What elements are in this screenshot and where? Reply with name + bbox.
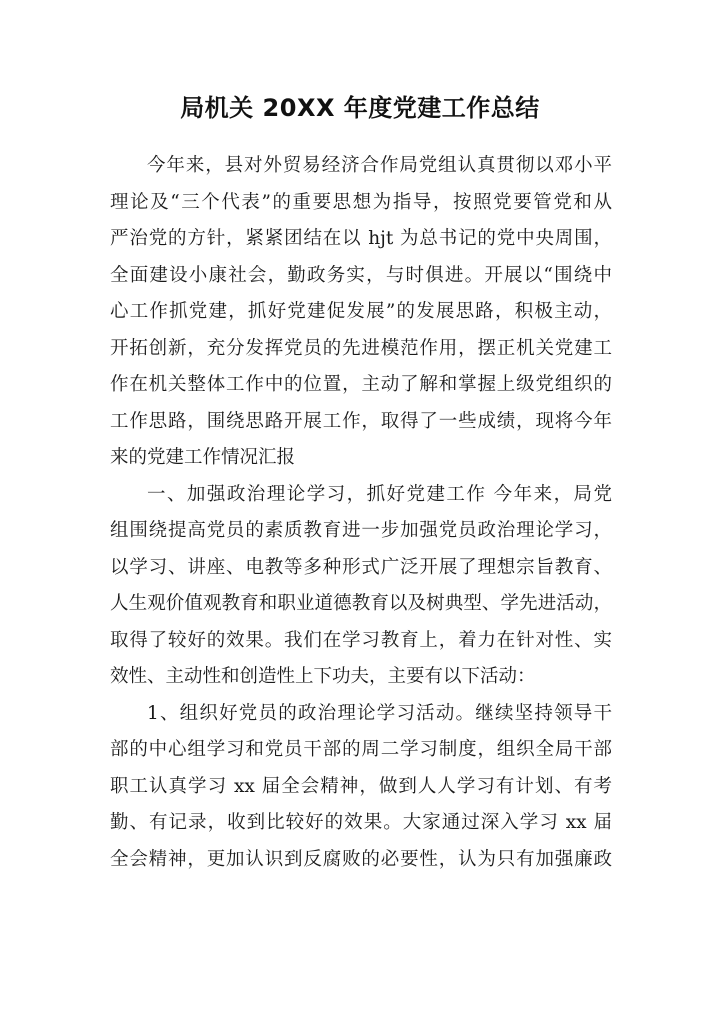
body-line: 一、加强政治理论学习，抓好党建工作 今年来，局党 xyxy=(147,483,612,505)
body-line: 取得了较好的效果。我们在学习教育上，着力在针对性、实 xyxy=(110,629,612,651)
body-line: 职工认真学习 xx 届全会精神，做到人人学习有计划、有考 xyxy=(110,775,612,797)
body-line: 来的党建工作情况汇报 xyxy=(110,447,296,468)
body-line: 开拓创新，充分发挥党员的先进模范作用，摆正机关党建工 xyxy=(110,337,612,359)
body-line: 心工作抓党建，抓好党建促发展”的发展思路，积极主动， xyxy=(110,301,612,322)
body-line: 全面建设小康社会，勤政务实，与时俱进。开展以“围绕中 xyxy=(110,264,612,286)
body-line: 效性、主动性和创造性上下功夫，主要有以下活动： xyxy=(110,666,536,687)
body-line: 以学习、讲座、电教等多种形式广泛开展了理想宗旨教育、 xyxy=(110,556,612,578)
document-body xyxy=(110,148,612,878)
body-line: 全会精神，更加认识到反腐败的必要性，认为只有加强廉政 xyxy=(110,848,612,870)
body-line: 部的中心组学习和党员干部的周二学习制度，组织全局干部 xyxy=(110,739,612,760)
body-line: 理论及“三个代表”的重要思想为指导，按照党要管党和从 xyxy=(110,191,612,213)
body-line: 作在机关整体工作中的位置，主动了解和掌握上级党组织的 xyxy=(110,374,612,395)
body-line: 工作思路，围绕思路开展工作，取得了一些成绩，现将今年 xyxy=(110,410,612,432)
body-line: 组围绕提高党员的素质教育进一步加强党员政治理论学习， xyxy=(110,520,612,541)
body-line: 人生观价值观教育和职业道德教育以及树典型、学先进活动， xyxy=(110,593,612,614)
body-line: 严治党的方针，紧紧团结在以 hjt 为总书记的党中央周围， xyxy=(110,228,612,249)
document-title: 局机关 20XX 年度党建工作总结 xyxy=(180,94,540,122)
body-line: 勤、有记录，收到比较好的效果。大家通过深入学习 xx 届 xyxy=(110,812,612,833)
body-line: 1、组织好党员的政治理论学习活动。继续坚持领导干 xyxy=(147,702,612,724)
body-line: 今年来，县对外贸易经济合作局党组认真贯彻以邓小平 xyxy=(147,155,612,176)
